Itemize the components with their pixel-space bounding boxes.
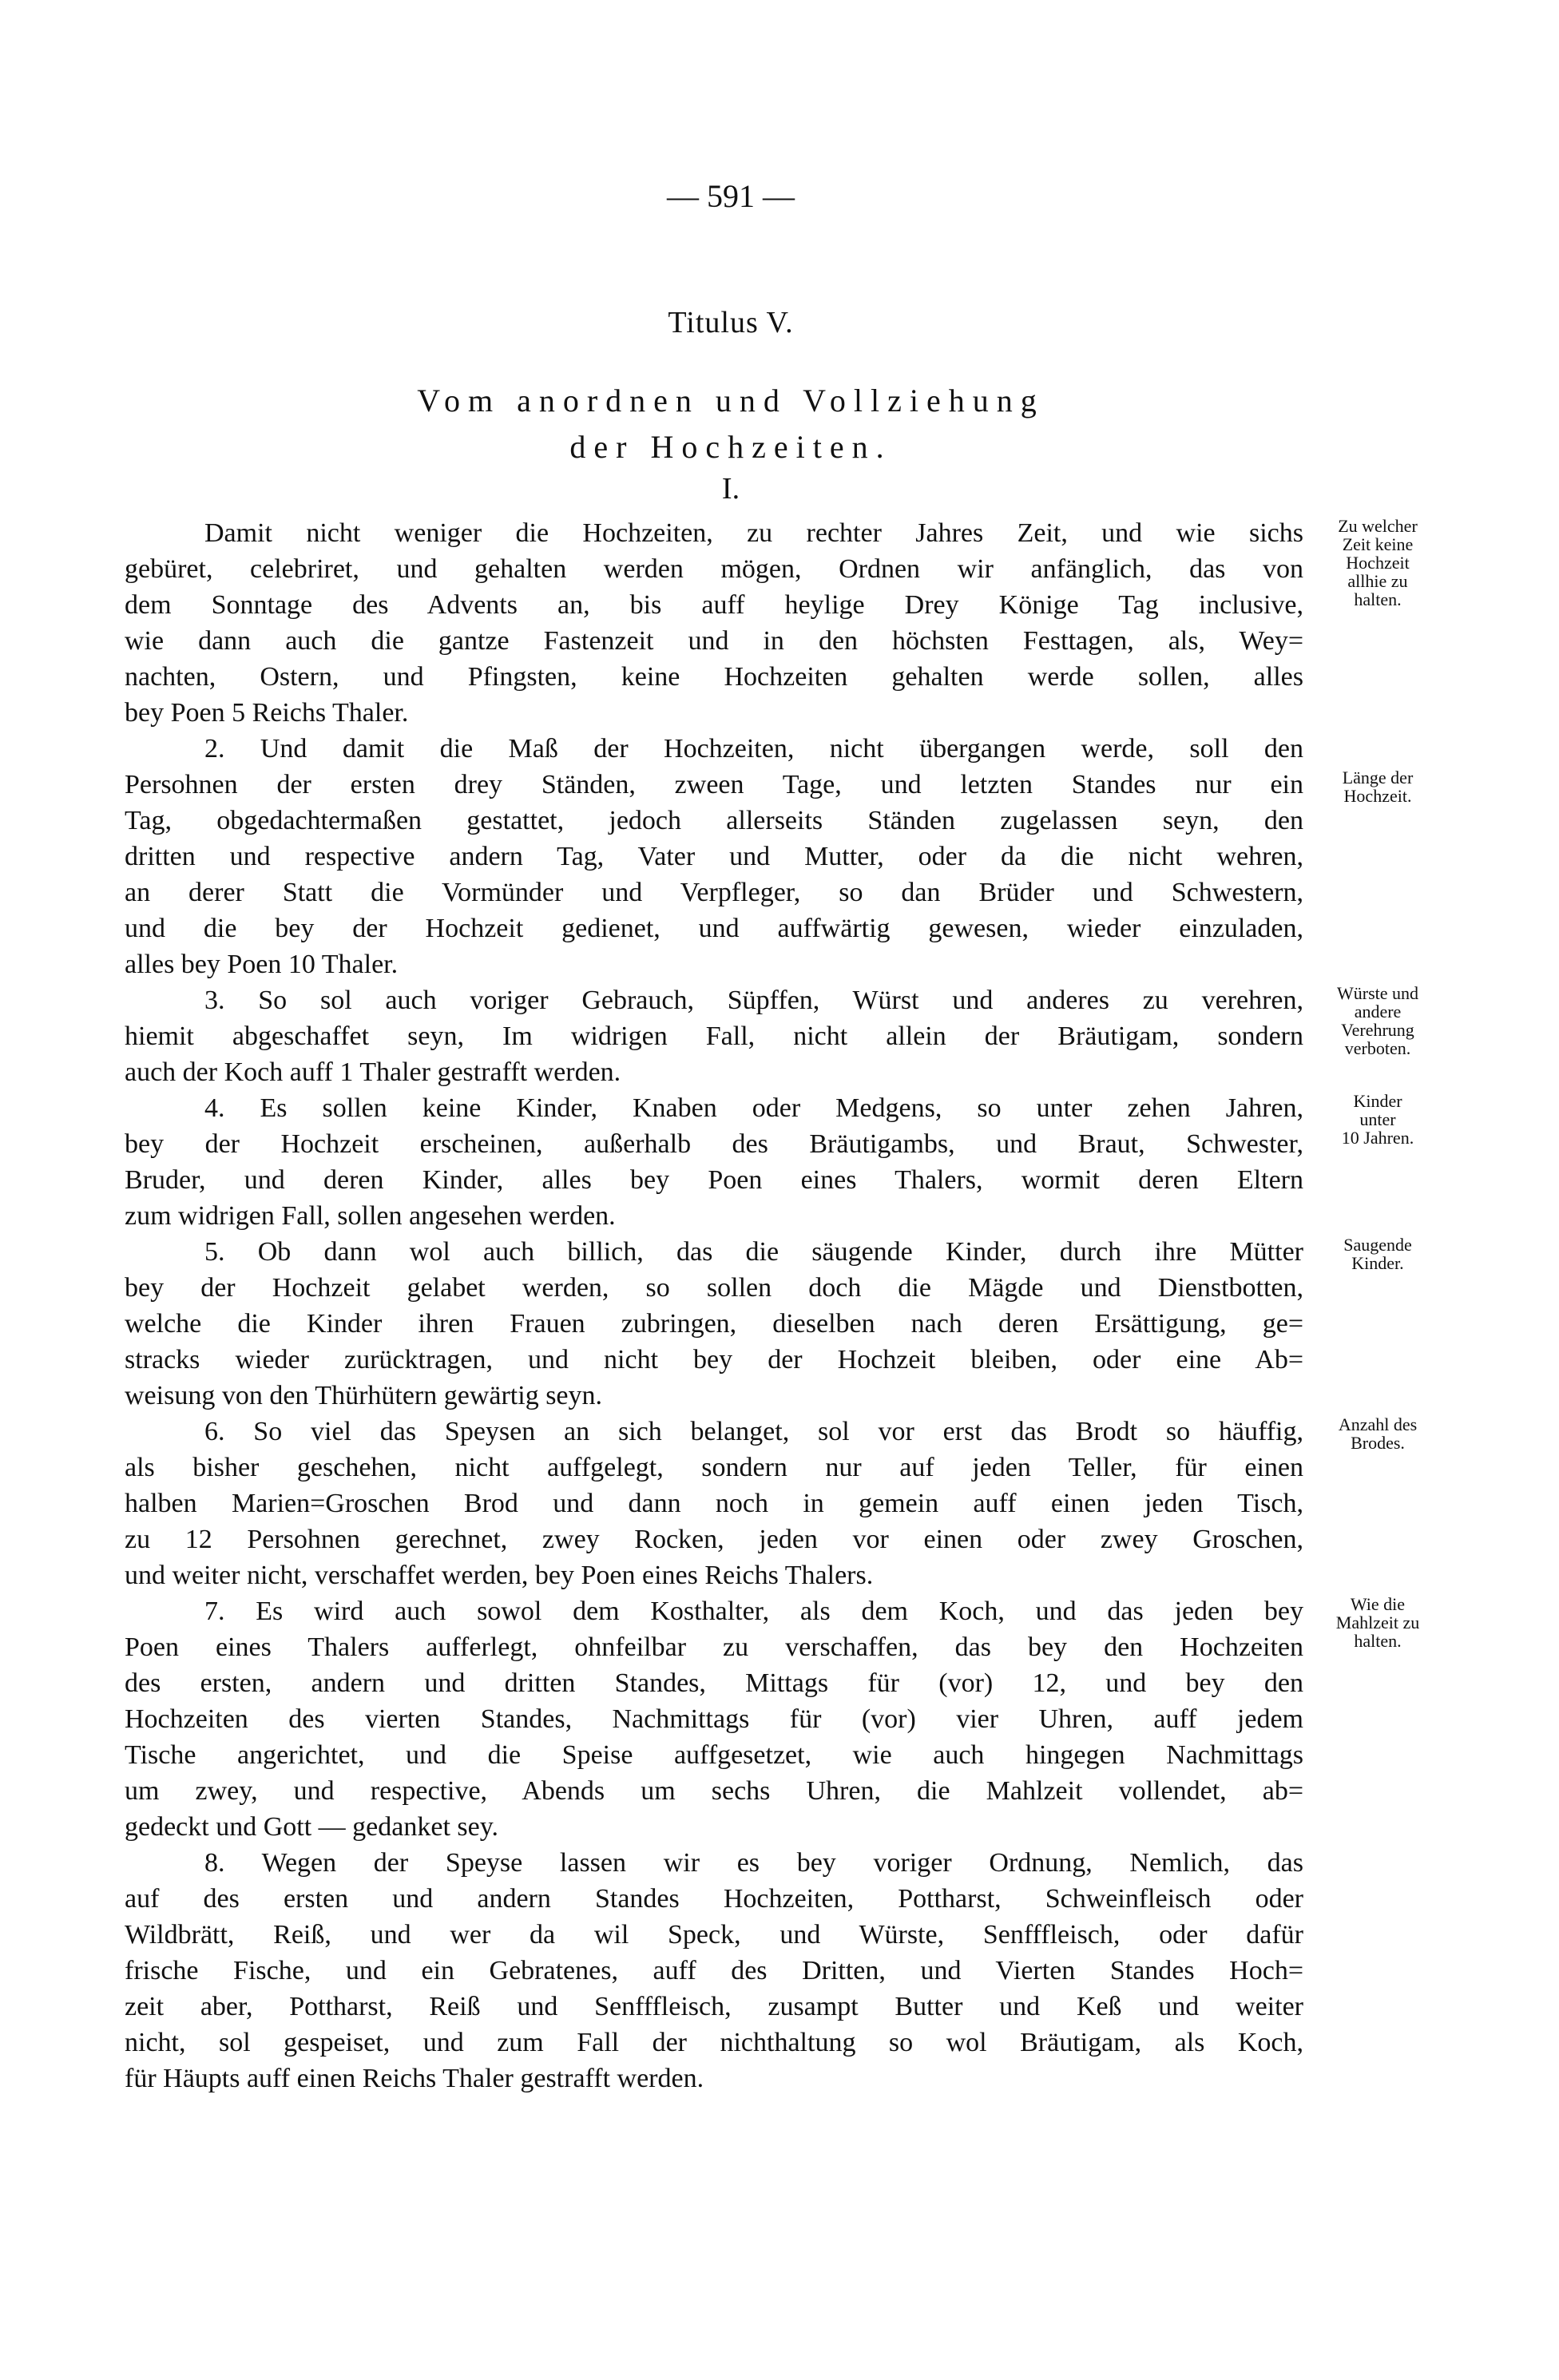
text-line: an derer Statt die Vormünder und Verpfleger, so dan Brüder und Schwestern, [125, 878, 1303, 907]
text-line: welche die Kinder ihren Frauen zubringen, dieselben nach deren Ersättigung, ge= [125, 1309, 1303, 1339]
text-line: gebüret, celebriret, und gehalten werden mögen, Ordnen wir anfänglich, das von [125, 554, 1303, 584]
text-line: bey der Hochzeit gelabet werden, so sollen doch die Mägde und Dienstbotten, [125, 1273, 1303, 1303]
margin-note-line: Zu welcher [1338, 516, 1418, 536]
text-line: 8. Wegen der Speyse lassen wir es bey voriger Ordnung, Nemlich, das [204, 1848, 1303, 1878]
text-line: alles bey Poen 10 Thaler. [125, 950, 399, 979]
margin-note [1310, 1595, 1446, 1650]
text-line: nicht, sol gespeiset, und zum Fall der nichthaltung so wol Bräutigam, als Koch, [125, 2028, 1303, 2057]
text-line: gedeckt und Gott — gedanket sey. [125, 1812, 498, 1842]
margin-note-line: unter [1359, 1109, 1396, 1129]
margin-note-line: Hochzeit [1346, 553, 1410, 573]
margin-note-line: halten. [1354, 589, 1402, 609]
text-line: 6. So viel das Speysen an sich belanget, sol vor erst das Brodt so häuffig, [204, 1417, 1303, 1446]
margin-note-line: Länge der [1342, 768, 1414, 787]
margin-note-line: Wie die [1350, 1594, 1406, 1614]
margin-note-line: Hochzeit. [1343, 786, 1412, 806]
text-line: zeit aber, Pottharst, Reiß und Senfffleisch, zusampt Butter und Keß und weiter [125, 1992, 1303, 2021]
text-line: Tag, obgedachtermaßen gestattet, jedoch allerseits Ständen zugelassen seyn, den [125, 806, 1303, 835]
text-line: bey der Hochzeit erscheinen, außerhalb des Bräutigambs, und Braut, Schwester, [125, 1129, 1303, 1159]
text-line: 2. Und damit die Maß der Hochzeiten, nicht übergangen werde, soll den [204, 734, 1303, 764]
margin-note-line: Brodes. [1351, 1433, 1405, 1453]
margin-note-line: 10 Jahren. [1341, 1128, 1414, 1148]
margin-note [1310, 984, 1446, 1057]
text-line: als bisher geschehen, nicht auffgelegt, sondern nur auf jeden Teller, für einen [125, 1453, 1303, 1482]
paragraph [125, 515, 1418, 731]
text-line: zu 12 Persohnen gerechnet, zwey Rocken, jeden vor einen oder zwey Groschen, [125, 1525, 1303, 1554]
text-line: bey Poen 5 Reichs Thaler. [125, 698, 409, 728]
margin-note-line: andere [1354, 1002, 1402, 1021]
margin-note-line: Verehrung [1341, 1020, 1414, 1040]
text-line: wie dann auch die gantze Fastenzeit und in den höchsten Festtagen, als, Wey= [125, 626, 1303, 656]
margin-note [1310, 517, 1446, 609]
section-number: I. [721, 472, 740, 506]
paragraph [125, 1234, 1412, 1414]
margin-note [1310, 1092, 1446, 1147]
text-line: stracks wieder zurücktragen, und nicht bey der Hochzeit bleiben, oder eine Ab= [125, 1345, 1303, 1374]
text-line: auch der Koch auff 1 Thaler gestrafft werden. [125, 1057, 621, 1087]
paragraph [125, 731, 1414, 982]
text-line: Persohnen der ersten drey Ständen, zween Tage, und letzten Standes nur ein [125, 770, 1303, 799]
text-line: und weiter nicht, verschaffet werden, bey Poen eines Reichs Thalers. [125, 1561, 874, 1590]
text-line: und die bey der Hochzeit gedienet, und auffwärtig gewesen, wieder einzuladen, [125, 914, 1303, 943]
margin-note-line: halten. [1354, 1631, 1402, 1651]
text-line: Hochzeiten des vierten Standes, Nachmittags für (vor) vier Uhren, auff jedem [125, 1704, 1303, 1734]
page-number: — 591 — [667, 178, 795, 214]
text-line: um zwey, und respective, Abends um sechs Uhren, die Mahlzeit vollendet, ab= [125, 1776, 1303, 1806]
margin-note [1310, 1236, 1446, 1272]
text-line: hiemit abgeschaffet seyn, Im widrigen Fall, nicht allein der Bräutigam, sondern [125, 1021, 1303, 1051]
paragraph [125, 1090, 1414, 1234]
paragraph [125, 982, 1419, 1090]
margin-note-line: Zeit keine [1342, 534, 1414, 554]
margin-note-line: Kinder [1353, 1091, 1402, 1111]
title: Titulus V. [668, 306, 794, 339]
margin-note [1310, 768, 1446, 805]
text-line: 4. Es sollen keine Kinder, Knaben oder Medgens, so unter zehen Jahren, [204, 1093, 1303, 1123]
text-line: halben Marien=Groschen Brod und dann noch in gemein auff einen jeden Tisch, [125, 1489, 1303, 1518]
text-line: Poen eines Thalers aufferlegt, ohnfeilbar zu verschaffen, das bey den Hochzeiten [125, 1632, 1303, 1662]
heading-line-2: der Hochzeiten. [569, 429, 892, 465]
text-line: Damit nicht weniger die Hochzeiten, zu rechter Jahres Zeit, und wie sichs [204, 518, 1303, 548]
text-line: Wildbrätt, Reiß, und wer da wil Speck, und Würste, Senfffleisch, oder dafür [125, 1920, 1303, 1950]
paragraph [125, 1845, 1303, 2096]
text-line: dem Sonntage des Advents an, bis auff heylige Drey Könige Tag inclusive, [125, 590, 1303, 620]
paragraph [125, 1414, 1418, 1593]
margin-note-line: Mahlzeit zu [1335, 1612, 1420, 1632]
margin-note-line: verboten. [1344, 1038, 1411, 1058]
text-line: 7. Es wird auch sowol dem Kosthalter, als dem Koch, und das jeden bey [204, 1597, 1303, 1626]
text-line: des ersten, andern und dritten Standes, Mittags für (vor) 12, und bey den [125, 1668, 1303, 1698]
paragraph [125, 1593, 1420, 1845]
body-text [125, 515, 1420, 2096]
text-line: nachten, Ostern, und Pfingsten, keine Hochzeiten gehalten werde sollen, alles [125, 662, 1303, 692]
margin-note-line: Kinder. [1351, 1253, 1404, 1273]
text-line: auf des ersten und andern Standes Hochzeiten, Pottharst, Schweinfleisch oder [125, 1884, 1303, 1914]
text-line: dritten und respective andern Tag, Vater und Mutter, oder da die nicht wehren, [125, 842, 1303, 871]
margin-note-line: Würste und [1336, 983, 1419, 1003]
heading-line-1: Vom anordnen und Vollziehung [417, 383, 1045, 418]
margin-note-line: Anzahl des [1338, 1414, 1418, 1434]
text-line: Tische angerichtet, und die Speise auffgesetzet, wie auch hingegen Nachmittags [125, 1740, 1303, 1770]
text-line: zum widrigen Fall, sollen angesehen werden. [125, 1201, 616, 1231]
text-line: weisung von den Thürhütern gewärtig seyn. [125, 1381, 603, 1410]
text-line: für Häupts auff einen Reichs Thaler gestrafft werden. [125, 2064, 704, 2093]
margin-note [1310, 1415, 1446, 1452]
margin-note-line: Saugende [1343, 1235, 1412, 1255]
margin-note-line: allhie zu [1347, 571, 1408, 591]
text-line: 5. Ob dann wol auch billich, das die säugende Kinder, durch ihre Mütter [204, 1237, 1303, 1267]
text-line: 3. So sol auch voriger Gebrauch, Süpffen, Würst und anderes zu verehren, [204, 986, 1303, 1015]
text-line: Bruder, und deren Kinder, alles bey Poen eines Thalers, wormit deren Eltern [125, 1165, 1303, 1195]
text-line: frische Fische, und ein Gebratenes, auff des Dritten, und Vierten Standes Hoch= [125, 1956, 1303, 1985]
